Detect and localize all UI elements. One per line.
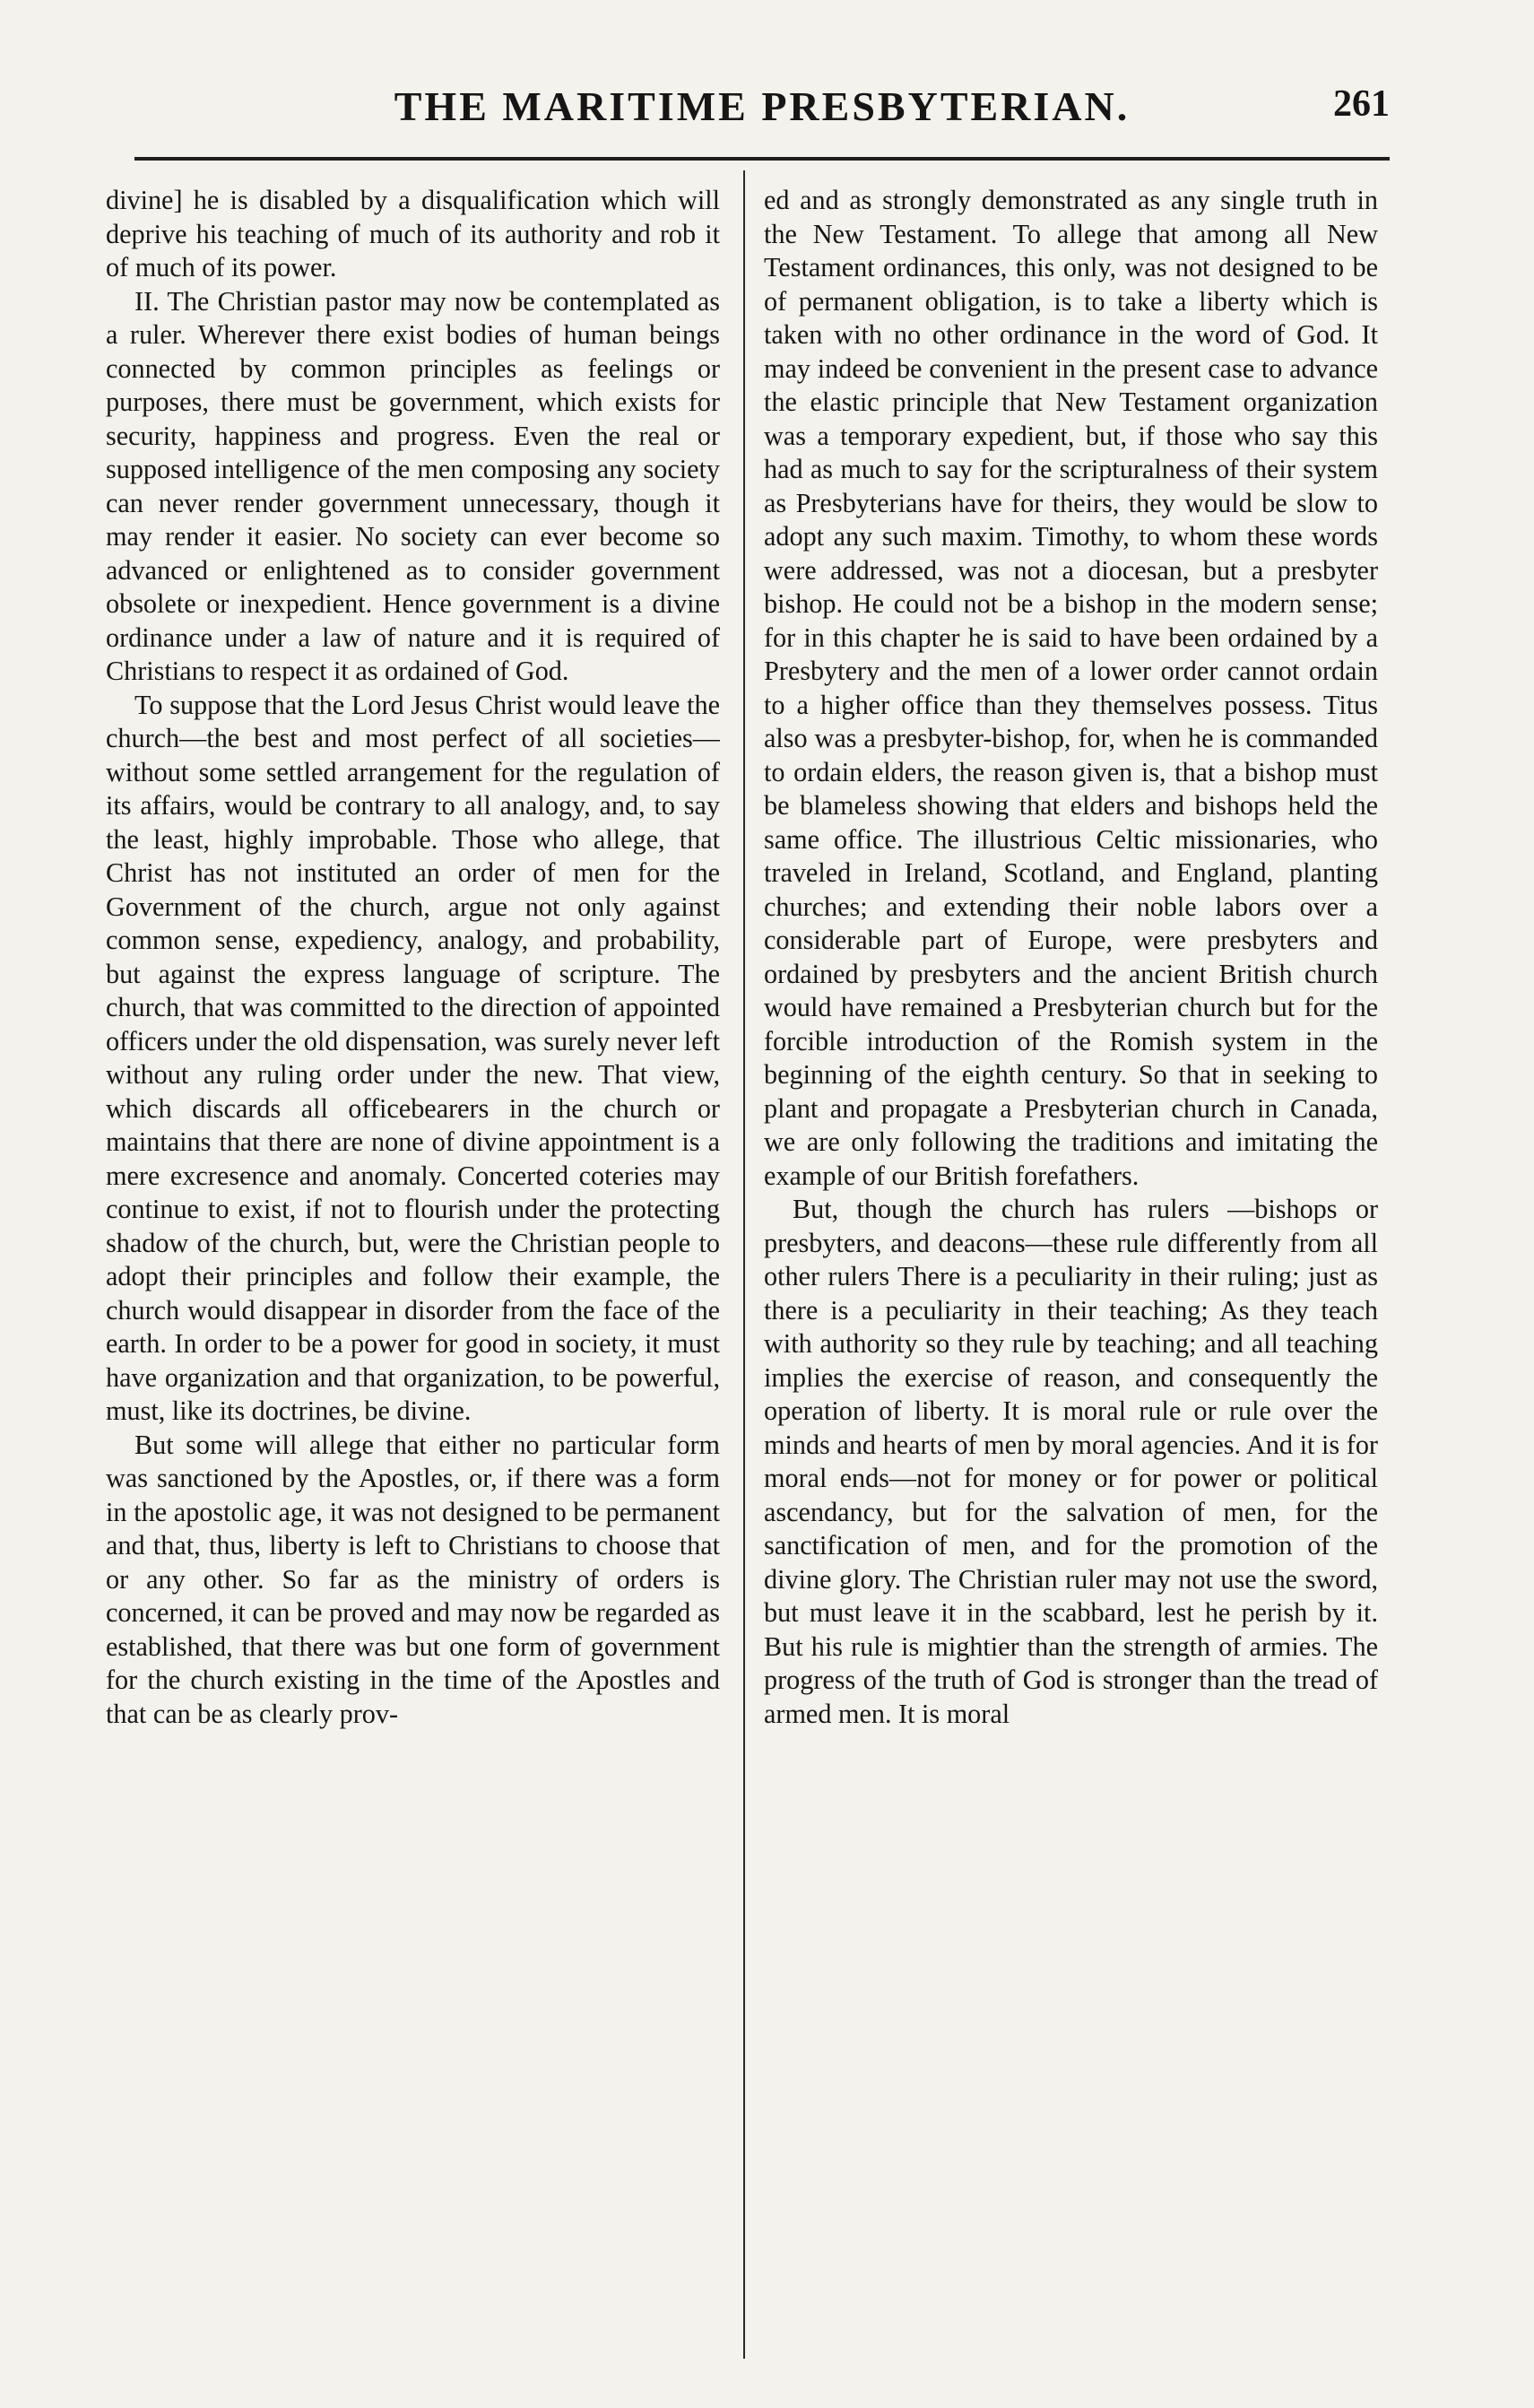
paragraph: To suppose that the Lord Jesus Christ would leave the church—the best and most perfect of all societies—without some settled arrangement for the regulation of its affairs, would be contrary to all analogy, and, to say the least, highly improbable. Those who allege, that Christ has not instituted an order of men for the Government of the church, argue not only against common sense, expediency, analogy, and probability, but against the express language of scripture. The church, that was committed to the direction of appointed officers under the old dispensation, was surely never left without any ruling order under the new. That view, which discards all officebearers in the church or maintains that there are none of divine appointment is a mere excresence and anomaly. Concerted coteries may continue to exist, if not to flourish under the protecting shadow of the church, but, were the Christian people to adopt their principles and follow their example, the church would disappear in disorder from the face of the earth. In order to be a power for good in society, it must have organization and that organization, to be powerful, must, like its doctrines, be divine. — [106, 689, 720, 1426]
right-column — [764, 184, 1378, 2354]
header-rule — [134, 157, 1390, 161]
paragraph: divine] he is disabled by a disqualification which will deprive his teaching of much of its authority and rob it of much of its power. — [106, 185, 720, 283]
publication-title: THE MARITIME PRESBYTERIAN. — [394, 83, 1131, 129]
page-header — [134, 83, 1390, 145]
paragraph: II. The Christian pastor may now be contemplated as a ruler. Wherever there exist bodies of human beings connected by common principles as feelings or purposes, there must be government, which exists for security, happiness and progress. Even the real or supposed intelligence of the men composing any society can never render government unnecessary, though it may render it easier. No society can ever become so advanced or enlightened as to consider government obsolete or inexpedient. Hence government is a divine ordinance under a law of nature and it is required of Christians to respect it as ordained of God. — [106, 285, 720, 686]
paragraph: ed and as strongly demonstrated as any single truth in the New Testament. To allege that among all New Testament ordinances, this only, was not designed to be of permanent obligation, is to take a liberty which is taken with no other ordinance in the word of God. It may indeed be convenient in the present case to advance the elastic principle that New Testament organization was a temporary expedient, but, if those who say this had as much to say for the scripturalness of their system as Presbyterians have for theirs, they would be slow to adopt any such maxim. Timothy, to whom these words were addressed, was not a diocesan, but a presbyter bishop. He could not be a bishop in the modern sense; for in this chapter he is said to have been ordained by a Presbytery and the men of a lower order cannot ordain to a higher office than they themselves possess. Titus also was a presbyter-bishop, for, when he is commanded to ordain elders, the reason given is, that a bishop must be blameless showing that elders and bishops held the same office. The illustrious Celtic missionaries, who traveled in Ireland, Scotland, and England, planting churches; and extending their noble labors over a considerable part of Europe, were presbyters and ordained by presbyters and the ancient British church would have remained a Presbyterian church but for the forcible introduction of the Romish system in the beginning of the eighth century. So that in seeking to plant and propagate a Presbyterian church in Canada, we are only following the traditions and imitating the example of our British forefathers. — [764, 185, 1378, 1191]
left-column — [106, 184, 720, 2354]
paragraph: But some will allege that either no particular form was sanctioned by the Apostles, or, if there was a form in the apostolic age, it was not designed to be permanent and that, thus, liberty is left to Christians to choose that or any other. So far as the ministry of orders is concerned, it can be proved and may now be regarded as established, that there was but one form of government for the church existing in the time of the Apostles and that can be as clearly prov- — [106, 1429, 720, 1729]
page-number: 261 — [1333, 83, 1390, 125]
paragraph: But, though the church has rulers —bishops or presbyters, and deacons—these rule differently from all other rulers There is a peculiarity in their ruling; just as there is a peculiarity in their teaching; As they teach with authority so they rule by teaching; and all teaching implies the exercise of reason, and consequently the operation of liberty. It is moral rule or rule over the minds and hearts of men by moral agencies. And it is for moral ends—not for money or for power or political ascendancy, but for the salvation of men, for the sanctification of men, and for the promotion of the divine glory. The Christian ruler may not use the sword, but must leave it in the scabbard, lest he perish by it. But his rule is mightier than the strength of armies. The progress of the truth of God is stronger than the tread of armed men. It is moral — [764, 1194, 1378, 1729]
column-divider — [743, 170, 745, 2359]
